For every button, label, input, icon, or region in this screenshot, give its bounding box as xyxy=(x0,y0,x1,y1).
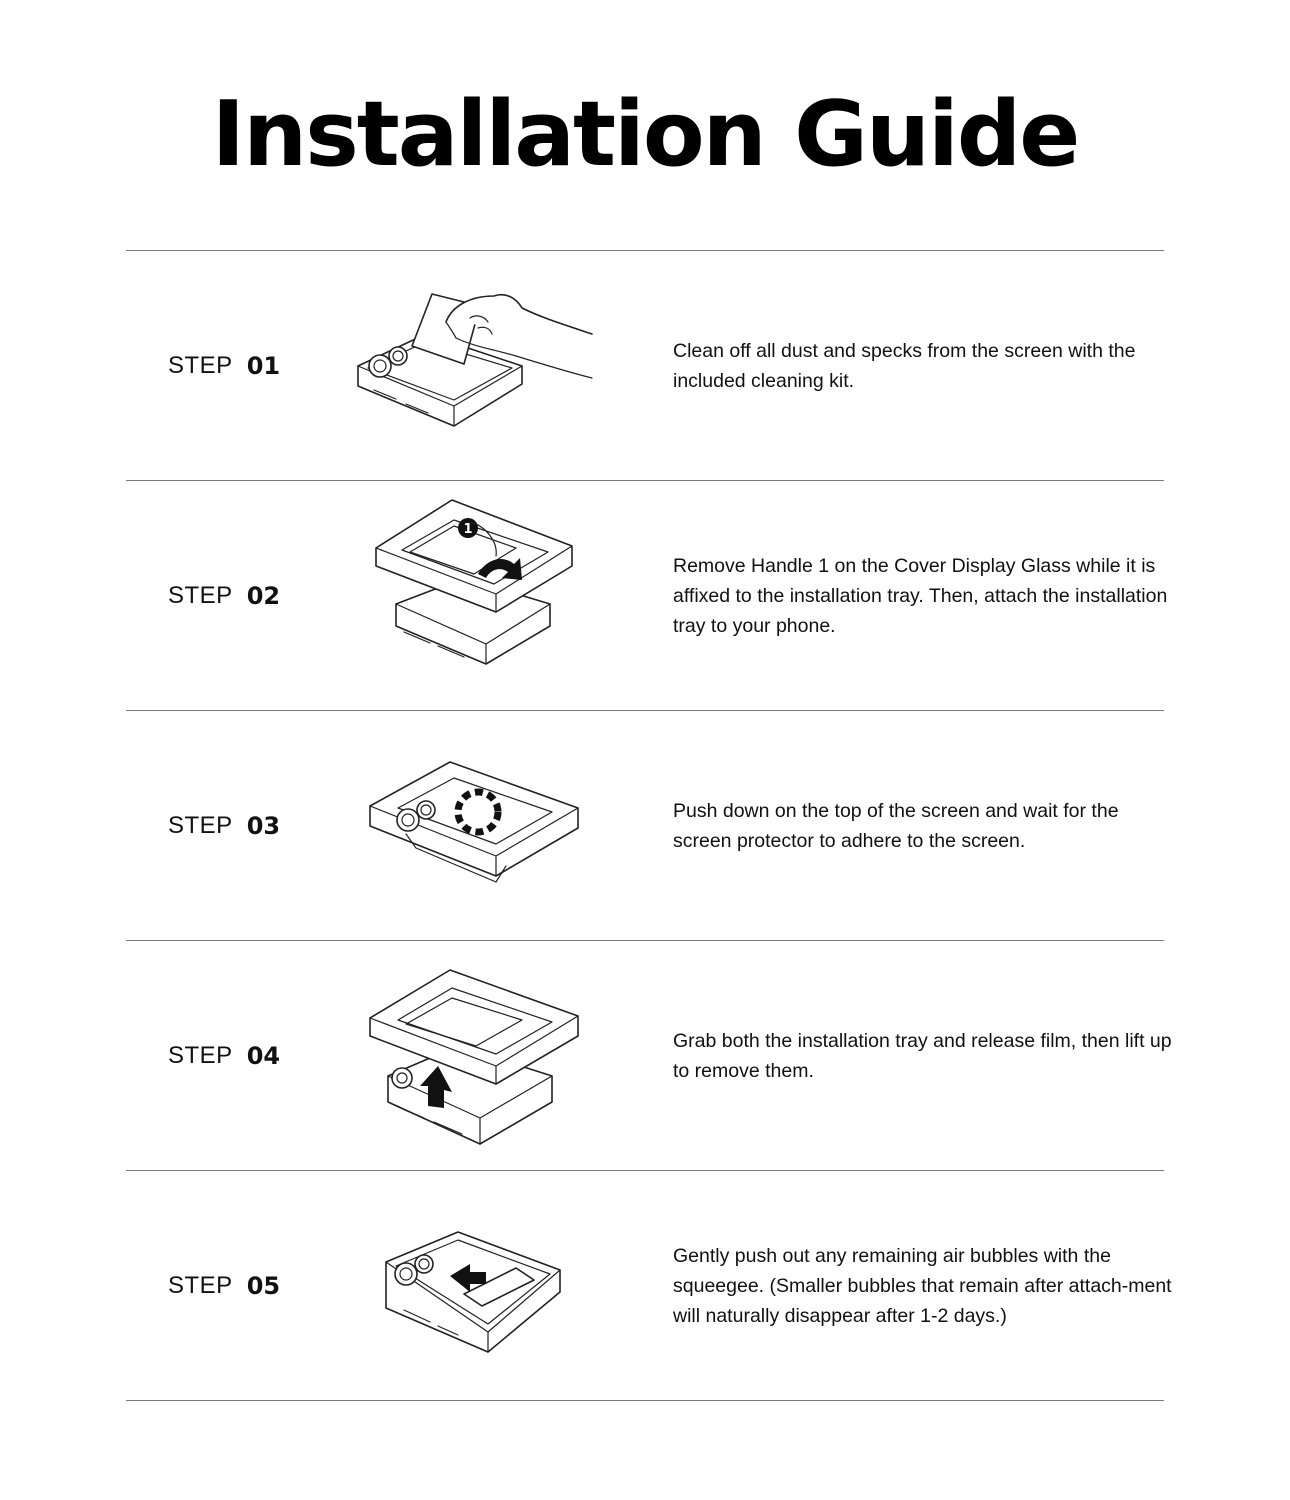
lift-tray-illustration xyxy=(346,946,596,1166)
step-word: STEP xyxy=(168,1272,233,1299)
step-number: 01 xyxy=(246,352,281,380)
step-word: STEP xyxy=(168,812,233,839)
step-label xyxy=(168,711,280,941)
step-03 xyxy=(126,711,1164,941)
step-word: STEP xyxy=(168,352,233,379)
step-label xyxy=(168,941,280,1171)
step-description: Push down on the top of the screen and wait for the screen protector to adhere to the screen. xyxy=(673,800,1119,852)
squeegee-illustration xyxy=(346,1176,596,1396)
step-number: 05 xyxy=(246,1272,281,1300)
step-description: Gently push out any remaining air bubbles with the squeegee. (Smaller bubbles that remain after attach-ment will naturally disappear after 1-2 days.) xyxy=(673,1245,1172,1327)
step-label xyxy=(168,1171,280,1401)
phone-cleaning-illustration xyxy=(346,256,596,476)
step-02 xyxy=(126,481,1168,711)
step-label xyxy=(168,251,280,481)
step-number: 02 xyxy=(246,582,281,610)
step-number: 03 xyxy=(246,812,281,840)
step-04 xyxy=(126,941,1172,1171)
step-word: STEP xyxy=(168,582,233,609)
step-number: 04 xyxy=(246,1042,281,1070)
step-label xyxy=(168,481,280,711)
tray-handle-removal-illustration xyxy=(346,486,596,706)
step-05 xyxy=(126,1171,1172,1401)
step-01 xyxy=(126,251,1164,481)
step-description: Grab both the installation tray and release film, then lift up to remove them. xyxy=(673,1030,1172,1082)
page-title: Installation Guide xyxy=(211,82,1079,187)
handle-number-badge: 1 xyxy=(463,522,473,537)
divider xyxy=(126,1400,1164,1401)
step-description: Clean off all dust and specks from the screen with the included cleaning kit. xyxy=(673,340,1136,392)
step-word: STEP xyxy=(168,1042,233,1069)
step-description: Remove Handle 1 on the Cover Display Glass while it is affixed to the installation tray. Then, attach the installation tray to your phone. xyxy=(673,555,1168,637)
press-down-illustration xyxy=(346,716,596,936)
